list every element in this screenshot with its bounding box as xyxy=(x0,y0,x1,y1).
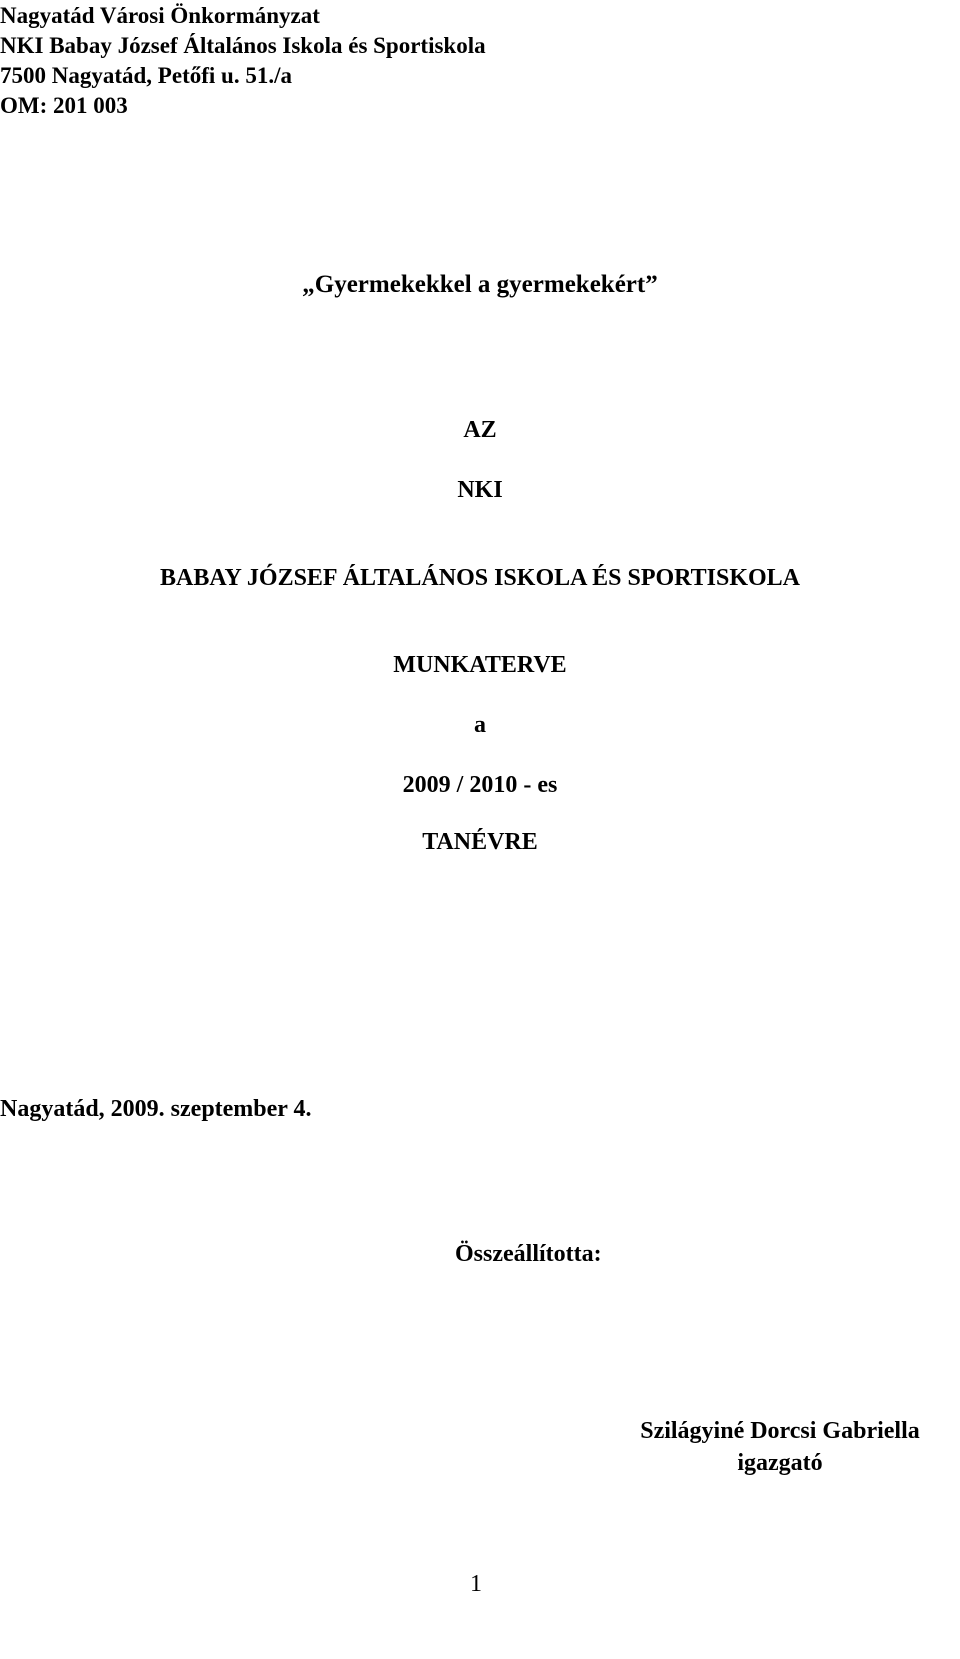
title-school-year: 2009 / 2010 - es xyxy=(402,772,558,798)
title-a: a xyxy=(474,712,486,738)
signer-name: Szilágyiné Dorcsi Gabriella xyxy=(640,1418,920,1444)
place-date: Nagyatád, 2009. szeptember 4. xyxy=(0,1096,312,1122)
header-school-name: NKI Babay József Általános Iskola és Sportiskola xyxy=(0,33,486,58)
title-nki: NKI xyxy=(457,477,503,503)
title-munkaterve: MUNKATERVE xyxy=(393,652,567,678)
page-number: 1 xyxy=(470,1571,482,1597)
compiled-by-label: Összeállította: xyxy=(455,1241,602,1267)
title-az: AZ xyxy=(463,417,497,443)
signer-role: igazgató xyxy=(737,1450,823,1476)
header-address: 7500 Nagyatád, Petőfi u. 51./a xyxy=(0,63,292,88)
header-municipality: Nagyatád Városi Önkormányzat xyxy=(0,3,320,28)
motto: „Gyermekekkel a gyermekekért” xyxy=(302,271,658,298)
title-tanevre: TANÉVRE xyxy=(422,829,538,855)
title-school: BABAY JÓZSEF ÁLTALÁNOS ISKOLA ÉS SPORTISKOLA xyxy=(159,565,801,591)
header-om-number: OM: 201 003 xyxy=(0,93,128,118)
